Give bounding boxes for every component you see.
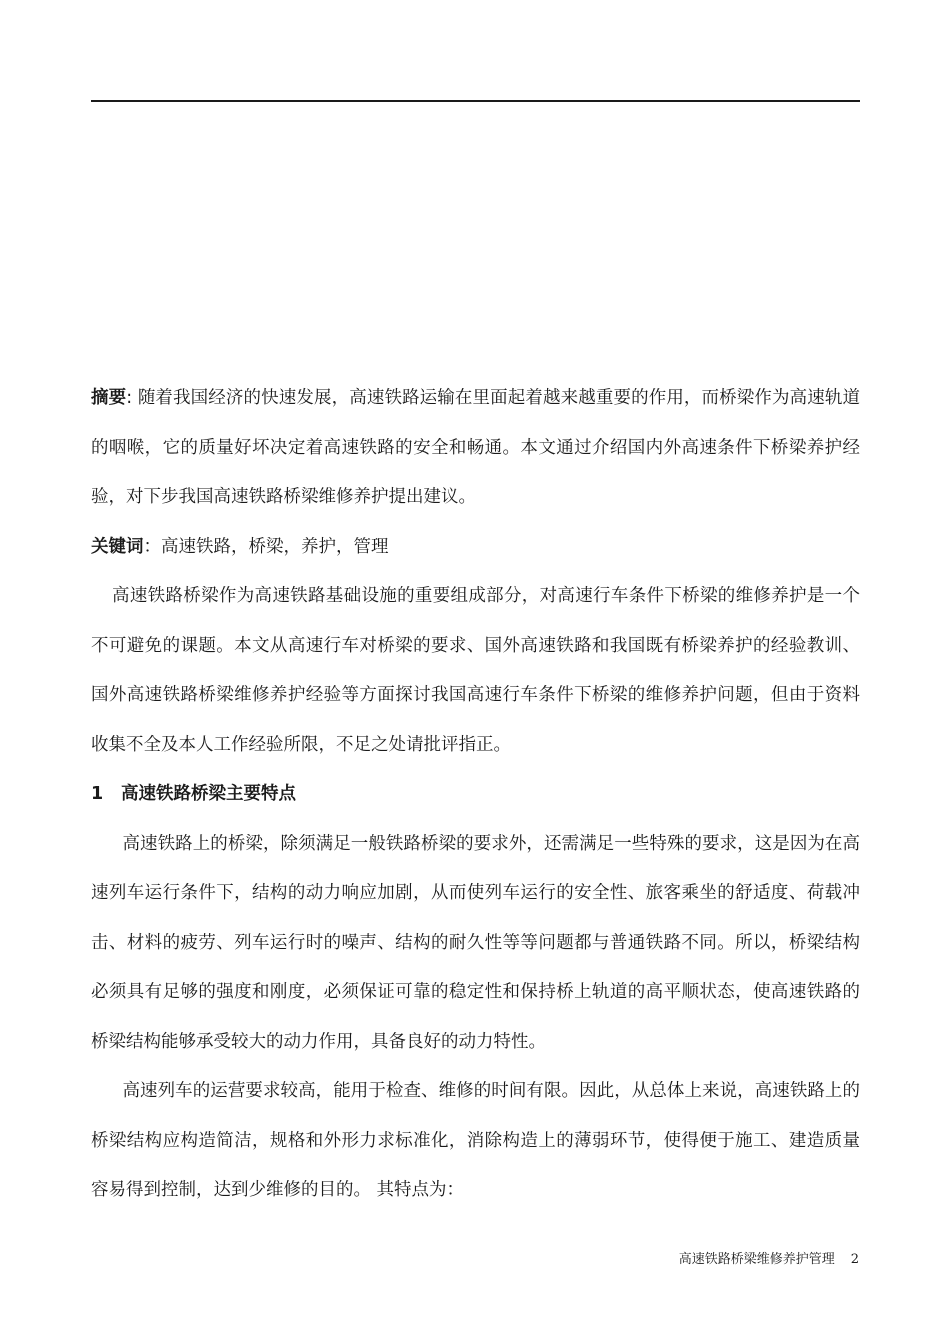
page-footer — [679, 1248, 859, 1267]
section-title: 高速铁路桥梁主要特点 — [121, 784, 296, 804]
keywords-paragraph — [91, 523, 860, 573]
abstract-label: 摘要 — [91, 388, 127, 408]
abstract-paragraph — [91, 374, 860, 523]
header-rule — [91, 100, 860, 102]
body-paragraph-2: 高速列车的运营要求较高，能用于检查、维修的时间有限。因此，从总体上来说，高速铁路上的桥梁结构应构造简洁，规格和外形力求标准化，消除构造上的薄弱环节，使得便于施工、建造质量容易得到控制，达到少维修的目的。 其特点为： — [91, 1081, 860, 1200]
intro-paragraph: 高速铁路桥梁作为高速铁路基础设施的重要组成部分，对高速行车条件下桥梁的维修养护是一个不可避免的课题。本文从高速行车对桥梁的要求、国外高速铁路和我国既有桥梁养护的经验教训、国外高速铁路桥梁维修养护经验等方面探讨我国高速行车条件下桥梁的维修养护问题，但由于资料收集不全及本人工作经验所限，不足之处请批评指正。 — [91, 586, 860, 755]
document-body — [91, 374, 860, 1216]
page-number: 2 — [850, 1252, 859, 1267]
section-number: 1 — [91, 784, 104, 804]
section-heading — [91, 770, 860, 820]
keywords-separator: ： — [143, 536, 161, 557]
keywords-label: 关键词 — [91, 536, 144, 557]
abstract-separator: : — [126, 388, 138, 408]
keywords-text: 高速铁路，桥梁，养护，管理 — [161, 536, 389, 557]
footer-title: 高速铁路桥梁维修养护管理 — [678, 1252, 835, 1267]
body-paragraph-1: 高速铁路上的桥梁，除须满足一般铁路桥梁的要求外，还需满足一些特殊的要求，这是因为在高速列车运行条件下，结构的动力响应加剧，从而使列车运行的安全性、旅客乘坐的舒适度、荷载冲击、材料的疲劳、列车运行时的噪声、结构的耐久性等等问题都与普通铁路不同。所以，桥梁结构必须具有足够的强度和刚度，必须保证可靠的稳定性和保持桥上轨道的高平顺状态，使高速铁路的桥梁结构能够承受较大的动力作用，具备良好的动力特性。 — [91, 833, 860, 1052]
abstract-text: 随着我国经济的快速发展，高速铁路运输在里面起着越来越重要的作用，而桥梁作为高速轨道的咽喉，它的质量好坏决定着高速铁路的安全和畅通。本文通过介绍国内外高速条件下桥梁养护经验，对下步我国高速铁路桥梁维修养护提出建议。 — [91, 388, 860, 507]
